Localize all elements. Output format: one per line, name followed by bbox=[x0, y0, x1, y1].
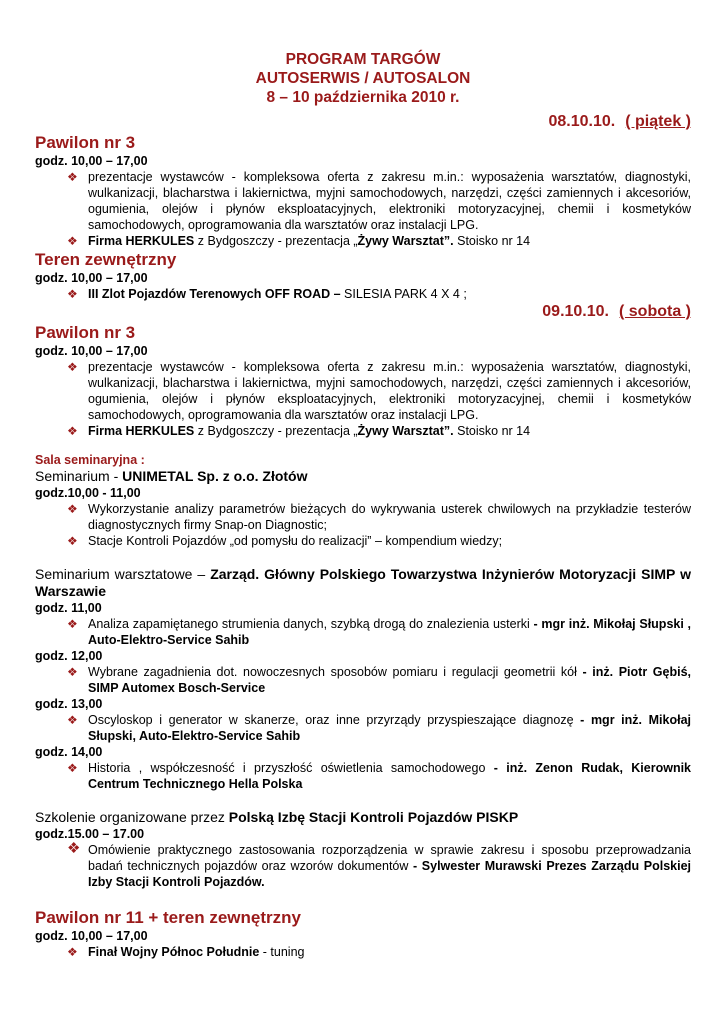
company-name: Firma HERKULES bbox=[88, 234, 195, 248]
hours: godz. 10,00 – 17,00 bbox=[35, 154, 148, 168]
section-heading: Teren zewnętrzny bbox=[35, 250, 177, 269]
hours: godz. 10,00 – 17,00 bbox=[35, 344, 148, 358]
section-heading: Pawilon nr 3 bbox=[35, 323, 136, 342]
diamond-bullet-icon: ❖ bbox=[67, 840, 81, 857]
diamond-bullet-icon: ❖ bbox=[67, 287, 78, 301]
section-heading: Pawilon nr 3 bbox=[35, 133, 136, 152]
talk-title: Wybrane zagadnienia dot. nowoczesnych sposobów pomiaru i regulacji geometrii kół bbox=[88, 665, 583, 679]
list-item bbox=[35, 286, 691, 302]
item-text: Stoisko nr 14 bbox=[453, 234, 531, 248]
date-heading-day2 bbox=[35, 302, 691, 322]
seminar-title bbox=[35, 468, 691, 485]
item-text: z Bydgoszczy - prezentacja „ bbox=[194, 234, 358, 248]
item-text: - tuning bbox=[259, 945, 305, 959]
date: 09.10.10. bbox=[542, 303, 609, 320]
list-item bbox=[35, 760, 691, 792]
list-item bbox=[35, 233, 691, 249]
item-text: prezentacje wystawców - kompleksowa oferta z zakresu m.in.: wyposażenia warsztatów, diagnostyki, wulkanizacji, blacharstwa i lakiernictwa, myjni samochodowych, narzędzi, części zamiennych i akcesoriów, ogumienia, olejów i płynów eksploatacyjnych, elektroniki motoryzacyjnej, chemii i kosmetyków samochodowych, oprogramowania dla warsztatów oraz instalacji LPG. bbox=[88, 360, 691, 422]
training-speaker: - Sylwester Murawski Prezes Zarządu Polskiej Izby Stacji Kontroli Pojazdów. bbox=[88, 859, 692, 889]
list-item bbox=[35, 616, 691, 648]
list-item bbox=[35, 533, 691, 549]
seminar-organizer: UNIMETAL Sp. z o.o. Złotów bbox=[122, 468, 308, 484]
hours: godz. 13,00 bbox=[35, 697, 103, 711]
section-heading: Pawilon nr 11 + teren zewnętrzny bbox=[35, 908, 301, 927]
title-line-1: PROGRAM TARGÓW bbox=[285, 51, 441, 68]
item-text: Stacje Kontroli Pojazdów „od pomysłu do realizacji” – kompendium wiedzy; bbox=[88, 534, 503, 548]
list-item bbox=[35, 359, 691, 423]
list-item bbox=[35, 664, 691, 696]
seminar-organizer: Zarząd. Główny Polskiego Towarzystwa Inżynierów Motoryzacji SIMP w Warszawie bbox=[35, 566, 691, 599]
diamond-bullet-icon: ❖ bbox=[67, 502, 78, 516]
training-title bbox=[35, 809, 691, 826]
talk-speaker: - mgr inż. Mikołaj Słupski , Auto-Elektro-Service Sahib bbox=[88, 617, 692, 647]
hours: godz. 14,00 bbox=[35, 745, 103, 759]
company-name: Firma HERKULES bbox=[88, 424, 195, 438]
seminar-title bbox=[35, 566, 691, 600]
diamond-bullet-icon: ❖ bbox=[67, 665, 78, 679]
diamond-bullet-icon: ❖ bbox=[67, 360, 78, 374]
presentation-name: Żywy Warsztat”. bbox=[357, 234, 454, 248]
talk-speaker: - mgr inż. Mikołaj Słupski, Auto-Elektro-Service Sahib bbox=[88, 713, 692, 743]
event-name: Finał Wojny Północ Południe bbox=[88, 945, 260, 959]
hours: godz. 10,00 – 17,00 bbox=[35, 271, 148, 285]
diamond-bullet-icon: ❖ bbox=[67, 234, 78, 248]
program-title bbox=[35, 50, 691, 107]
title-line-3: 8 – 10 października 2010 r. bbox=[266, 89, 460, 106]
talk-speaker: - inż. Piotr Gębiś, SIMP Automex Bosch-Service bbox=[88, 665, 692, 695]
list-item bbox=[35, 712, 691, 744]
presentation-name: Żywy Warsztat”. bbox=[357, 424, 454, 438]
training-description: Omówienie praktycznego zastosowania rozporządzenia w sprawie zakresu i sposobu przeprowadzania badań technicznych pojazdów oraz wzorów dokumentów bbox=[88, 843, 691, 873]
training-prefix: Szkolenie organizowane przez bbox=[35, 809, 229, 825]
section-subheading: Sala seminaryjna : bbox=[35, 453, 145, 467]
seminar-prefix: Seminarium warsztatowe – bbox=[35, 566, 211, 582]
hours: godz. 12,00 bbox=[35, 649, 103, 663]
diamond-bullet-icon: ❖ bbox=[67, 534, 78, 548]
title-line-2: AUTOSERWIS / AUTOSALON bbox=[255, 70, 471, 87]
list-item bbox=[35, 501, 691, 533]
list-item bbox=[35, 944, 691, 960]
item-text: Stoisko nr 14 bbox=[453, 424, 531, 438]
date: 08.10.10. bbox=[548, 113, 616, 130]
list-item bbox=[35, 169, 691, 233]
hours: godz.15.00 – 17.00 bbox=[35, 827, 145, 841]
diamond-bullet-icon: ❖ bbox=[67, 945, 78, 959]
diamond-bullet-icon: ❖ bbox=[67, 170, 78, 184]
hours: godz. 10,00 – 17,00 bbox=[35, 929, 148, 943]
item-text: prezentacje wystawców - kompleksowa oferta z zakresu m.in.: wyposażenia warsztatów, diagnostyki, wulkanizacji, blacharstwa i lakiernictwa, myjni samochodowych, narzędzi, części zamiennych i akcesoriów, ogumienia, olejów i płynów eksploatacyjnych, elektroniki motoryzacyjnej, chemii i kosmetyków samochodowych, oprogramowania dla warsztatów oraz instalacji LPG. bbox=[88, 170, 691, 232]
weekday: ( piątek ) bbox=[625, 113, 691, 130]
talk-title: Analiza zapamiętanego strumienia danych, szybką drogą do znalezienia usterki bbox=[88, 617, 534, 631]
list-item bbox=[35, 842, 691, 890]
document-page bbox=[35, 50, 691, 960]
diamond-bullet-icon: ❖ bbox=[67, 424, 78, 438]
event-name: III Zlot Pojazdów Terenowych OFF ROAD – bbox=[88, 287, 341, 301]
diamond-bullet-icon: ❖ bbox=[67, 713, 78, 727]
item-text: Wykorzystanie analizy parametrów bieżących do wykrywania usterek chwilowych na przykładzie testerów diagnostycznych firmy Snap-on Diagnostic; bbox=[88, 502, 691, 532]
seminar-prefix: Seminarium - bbox=[35, 468, 123, 484]
talk-title: Historia , współczesność i przyszłość oświetlenia samochodowego bbox=[88, 761, 494, 775]
hours: godz.10,00 - 11,00 bbox=[35, 486, 141, 500]
weekday: ( sobota ) bbox=[619, 303, 691, 320]
training-organizer: Polską Izbę Stacji Kontroli Pojazdów PISKP bbox=[228, 809, 519, 825]
item-text: SILESIA PARK 4 X 4 ; bbox=[340, 287, 467, 301]
talk-title: Oscyloskop i generator w skanerze, oraz inne przyrządy przyspieszające diagnozę bbox=[88, 713, 581, 727]
talk-speaker: - inż. Zenon Rudak, Kierownik Centrum Technicznego Hella Polska bbox=[88, 761, 691, 791]
item-text: z Bydgoszczy - prezentacja „ bbox=[194, 424, 358, 438]
diamond-bullet-icon: ❖ bbox=[67, 761, 78, 775]
list-item bbox=[35, 423, 691, 439]
date-heading-day1 bbox=[35, 112, 691, 132]
diamond-bullet-icon: ❖ bbox=[67, 617, 78, 631]
hours: godz. 11,00 bbox=[35, 601, 102, 615]
